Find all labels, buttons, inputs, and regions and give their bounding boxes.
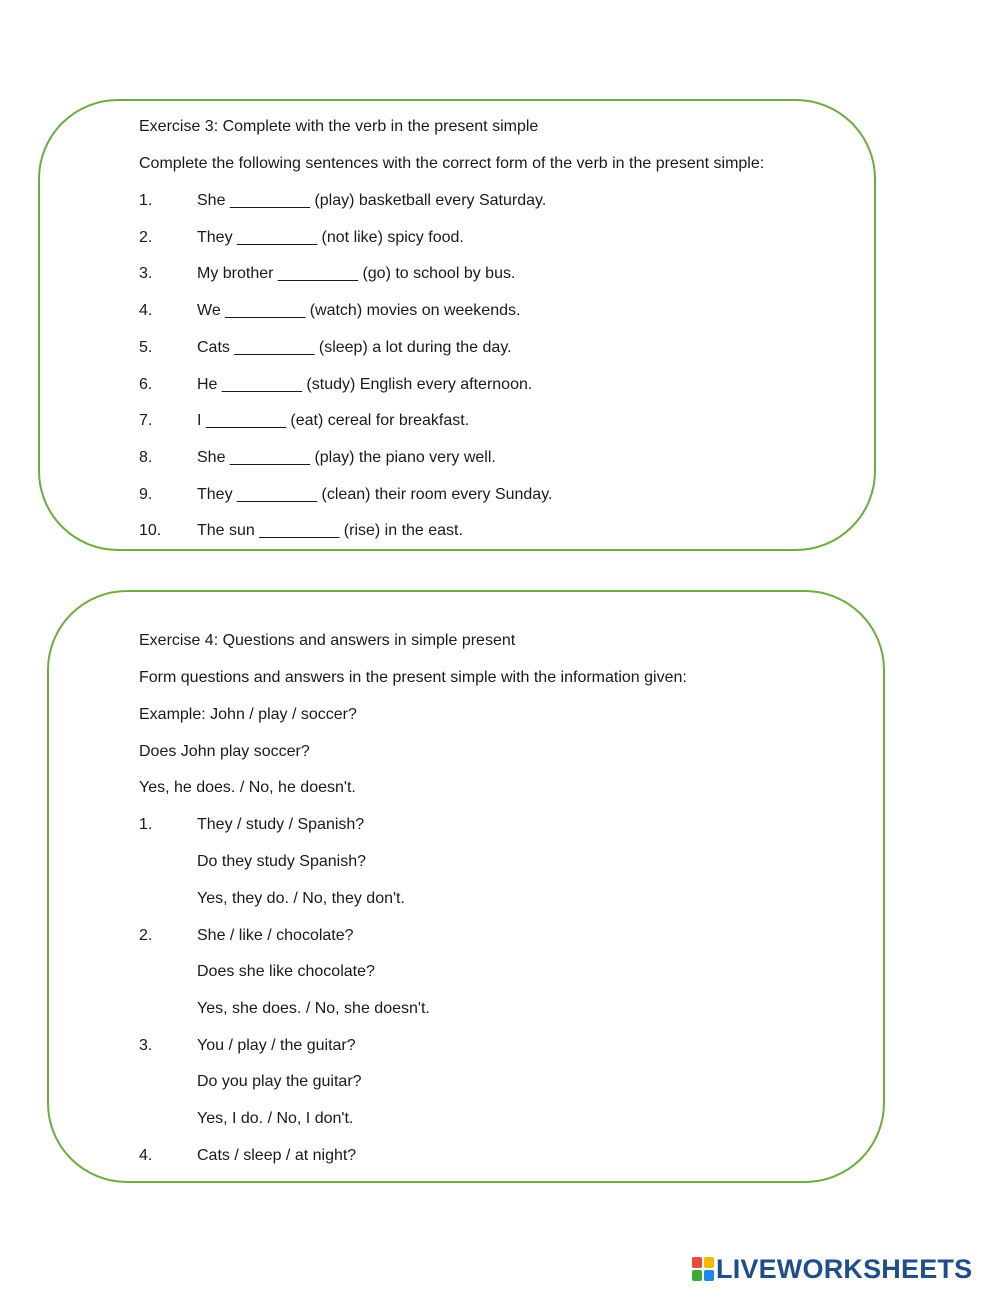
exercise-3-item-4 <box>139 301 520 321</box>
item-sentence: They _________ (clean) their room every Sunday. <box>197 486 553 503</box>
item-number: 3. <box>139 265 153 282</box>
item-1-answer: Yes, they do. / No, they don't. <box>197 890 405 907</box>
item-1-question: Do they study Spanish? <box>197 853 366 870</box>
item-3-question: Do you play the guitar? <box>197 1073 362 1090</box>
item-number: 6. <box>139 376 153 393</box>
item-sentence: My brother _________ (go) to school by bus. <box>197 265 516 282</box>
exercise-4-item-4 <box>139 1146 356 1166</box>
item-number: 3. <box>139 1037 153 1054</box>
item-prompt: They / study / Spanish? <box>197 816 365 833</box>
item-number: 4. <box>139 302 153 319</box>
example-answer: Yes, he does. / No, he doesn't. <box>139 779 356 796</box>
exercise-3-item-5 <box>139 338 512 358</box>
item-sentence: She _________ (play) the piano very well. <box>197 449 496 466</box>
item-number: 1. <box>139 192 153 209</box>
exercise-3-title: Exercise 3: Complete with the verb in the present simple <box>139 118 539 135</box>
exercise-4-item-1 <box>139 815 364 835</box>
item-number: 9. <box>139 486 153 503</box>
item-number: 1. <box>139 816 153 833</box>
item-number: 2. <box>139 229 153 246</box>
exercise-3-item-10 <box>139 521 463 541</box>
exercise-3-item-1 <box>139 191 546 211</box>
item-number: 7. <box>139 412 153 429</box>
exercise-3-item-8 <box>139 448 496 468</box>
item-sentence: He _________ (study) English every afternoon. <box>197 376 533 393</box>
exercise-3-item-6 <box>139 375 532 395</box>
example-prompt: Example: John / play / soccer? <box>139 706 357 723</box>
item-number: 2. <box>139 927 153 944</box>
item-sentence: We _________ (watch) movies on weekends. <box>197 302 521 319</box>
logo-text: LIVEWORKSHEETS <box>716 1253 973 1284</box>
item-sentence: She _________ (play) basketball every Saturday. <box>197 192 547 209</box>
example-question: Does John play soccer? <box>139 743 310 760</box>
exercise-4-instruction: Form questions and answers in the present simple with the information given: <box>139 669 687 686</box>
item-3-answer: Yes, I do. / No, I don't. <box>197 1110 354 1127</box>
exercise-3-item-9 <box>139 485 552 505</box>
exercise-4-item-3 <box>139 1036 356 1056</box>
item-prompt: Cats / sleep / at night? <box>197 1147 357 1164</box>
item-number: 5. <box>139 339 153 356</box>
item-number: 10. <box>139 522 162 539</box>
item-sentence: I _________ (eat) cereal for breakfast. <box>197 412 470 429</box>
item-prompt: She / like / chocolate? <box>197 927 354 944</box>
item-prompt: You / play / the guitar? <box>197 1037 356 1054</box>
item-sentence: They _________ (not like) spicy food. <box>197 229 464 246</box>
exercise-4-item-2 <box>139 926 354 946</box>
exercise-3-item-3 <box>139 264 515 284</box>
item-sentence: Cats _________ (sleep) a lot during the day. <box>197 339 512 356</box>
logo-mark-icon <box>692 1257 714 1281</box>
exercise-3-item-2 <box>139 228 464 248</box>
exercise-4-title: Exercise 4: Questions and answers in simple present <box>139 632 516 649</box>
item-2-question: Does she like chocolate? <box>197 963 375 980</box>
exercise-3-item-7 <box>139 411 469 431</box>
item-sentence: The sun _________ (rise) in the east. <box>197 522 463 539</box>
liveworksheets-logo <box>692 1253 972 1285</box>
exercise-3-instruction: Complete the following sentences with the correct form of the verb in the present simple: <box>139 155 765 172</box>
item-2-answer: Yes, she does. / No, she doesn't. <box>197 1000 430 1017</box>
item-number: 8. <box>139 449 153 466</box>
item-number: 4. <box>139 1147 153 1164</box>
